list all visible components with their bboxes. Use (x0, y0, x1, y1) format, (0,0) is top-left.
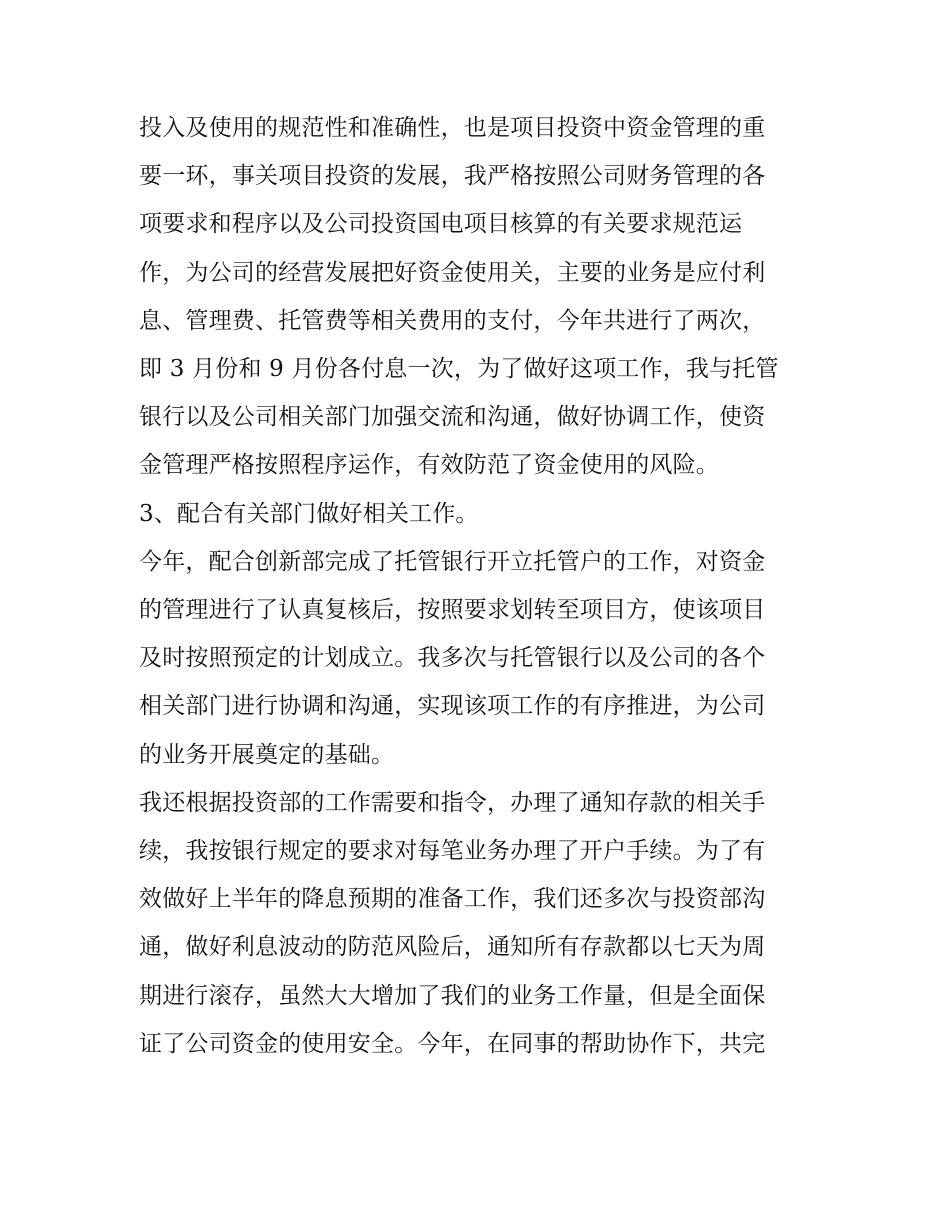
text-line: 期进行滚存，虽然大大增加了我们的业务工作量，但是全面保 (139, 982, 766, 1009)
text-line: 金管理严格按照程序运作，有效防范了资金使用的风险。 (139, 452, 719, 479)
text-line: 即 3 月份和 9 月份各付息一次，为了做好这项工作，我与托管 (139, 356, 779, 383)
section-heading: 3、配合有关部门做好相关工作。 (139, 500, 479, 527)
text-line: 的管理进行了认真复核后，按照要求划转至项目方，使该项目 (139, 597, 766, 624)
text-line: 投入及使用的规范性和准确性，也是项目投资中资金管理的重 (139, 115, 766, 141)
text-line: 证了公司资金的使用安全。今年，在同事的帮助协作下，共完 (139, 1030, 766, 1057)
text-line: 相关部门进行协调和沟通，实现该项工作的有序推进，为公司 (139, 693, 766, 720)
text-line: 及时按照预定的计划成立。我多次与托管银行以及公司的各个 (139, 645, 766, 672)
text-line: 效做好上半年的降息预期的准备工作，我们还多次与投资部沟 (139, 886, 766, 913)
text-line: 通，做好利息波动的防范风险后，通知所有存款都以七天为周 (139, 934, 766, 961)
text-line: 我还根据投资部的工作需要和指令，办理了通知存款的相关手 (139, 789, 766, 816)
text-line: 的业务开展奠定的基础。 (139, 741, 395, 768)
text-line: 今年，配合创新部完成了托管银行开立托管户的工作，对资金 (139, 548, 766, 575)
document-body (139, 104, 819, 1068)
text-line: 息、管理费、托管费等相关费用的支付，今年共进行了两次， (139, 307, 766, 334)
text-line: 要一环，事关项目投资的发展，我严格按照公司财务管理的各 (139, 163, 766, 190)
text-line: 续，我按银行规定的要求对每笔业务办理了开户手续。为了有 (139, 838, 766, 865)
text-line: 作，为公司的经营发展把好资金使用关，主要的业务是应付利 (139, 259, 766, 286)
text-line: 项要求和程序以及公司投资国电项目核算的有关要求规范运 (139, 211, 743, 238)
text-line: 银行以及公司相关部门加强交流和沟通，做好协调工作，使资 (139, 404, 766, 431)
